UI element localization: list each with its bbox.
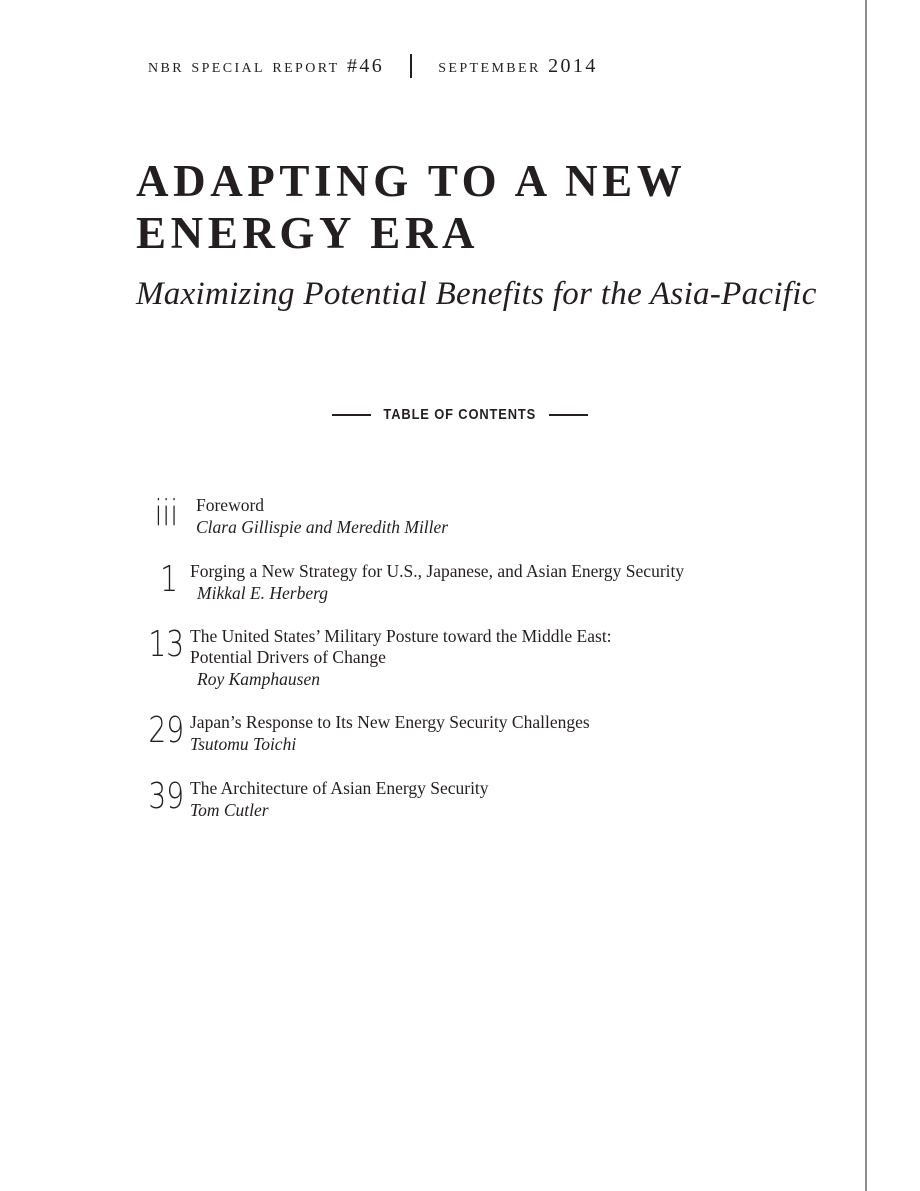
- toc-entry-title: Forging a New Strategy for U.S., Japanese, and Asian Energy Security: [190, 561, 685, 581]
- toc-entry-author: Mikkal E. Herberg: [197, 583, 329, 603]
- report-date: september 2014: [438, 54, 598, 77]
- toc-heading-rule-left: [332, 414, 371, 416]
- toc-page-number: iii: [154, 493, 178, 534]
- toc-entry-text: [190, 626, 612, 690]
- toc-entry-toichi[interactable]: [140, 712, 590, 755]
- toc-entry-foreword[interactable]: [140, 495, 448, 538]
- toc-page-number: 13: [148, 624, 185, 665]
- toc-entry-author: Tom Cutler: [190, 800, 269, 820]
- toc-entry-author: Roy Kamphausen: [197, 669, 320, 689]
- toc-entry-author: Tsutomu Toichi: [190, 734, 297, 754]
- toc-heading-label: TABLE OF CONTENTS: [383, 406, 537, 423]
- toc-entry-kamphausen[interactable]: [140, 626, 612, 690]
- toc-heading-rule-right: [549, 414, 588, 416]
- toc-entry-text: [196, 495, 448, 538]
- toc-entry-text: [190, 561, 684, 604]
- toc-page-number: 39: [148, 776, 185, 817]
- page-edge-rule: [865, 0, 867, 1191]
- header-separator: [410, 54, 412, 78]
- toc-page-number: 29: [148, 710, 185, 751]
- toc-entry-title: The Architecture of Asian Energy Security: [190, 778, 489, 798]
- toc-entry-title: The United States’ Military Posture toward the Middle East:: [190, 626, 612, 646]
- report-series: nbr special report #46: [148, 54, 385, 77]
- toc-entry-title: Foreword: [196, 495, 265, 515]
- toc-entry-author: Clara Gillispie and Meredith Miller: [196, 517, 449, 537]
- report-subtitle: Maximizing Potential Benefits for the Asia-Pacific: [136, 276, 817, 312]
- toc-entry-text: [190, 778, 489, 821]
- report-header: [148, 54, 598, 78]
- toc-entry-text: [190, 712, 590, 755]
- report-title: ADAPTING TO A NEW ENERGY ERA: [136, 156, 686, 258]
- toc-entry-title: Japan’s Response to Its New Energy Security Challenges: [190, 712, 590, 732]
- toc-page-number: 1: [160, 559, 178, 600]
- toc-entry-herberg[interactable]: [140, 561, 684, 604]
- toc-entry-cutler[interactable]: [140, 778, 489, 821]
- toc-heading: [332, 406, 588, 423]
- toc-entry-title-cont: Potential Drivers of Change: [190, 647, 386, 667]
